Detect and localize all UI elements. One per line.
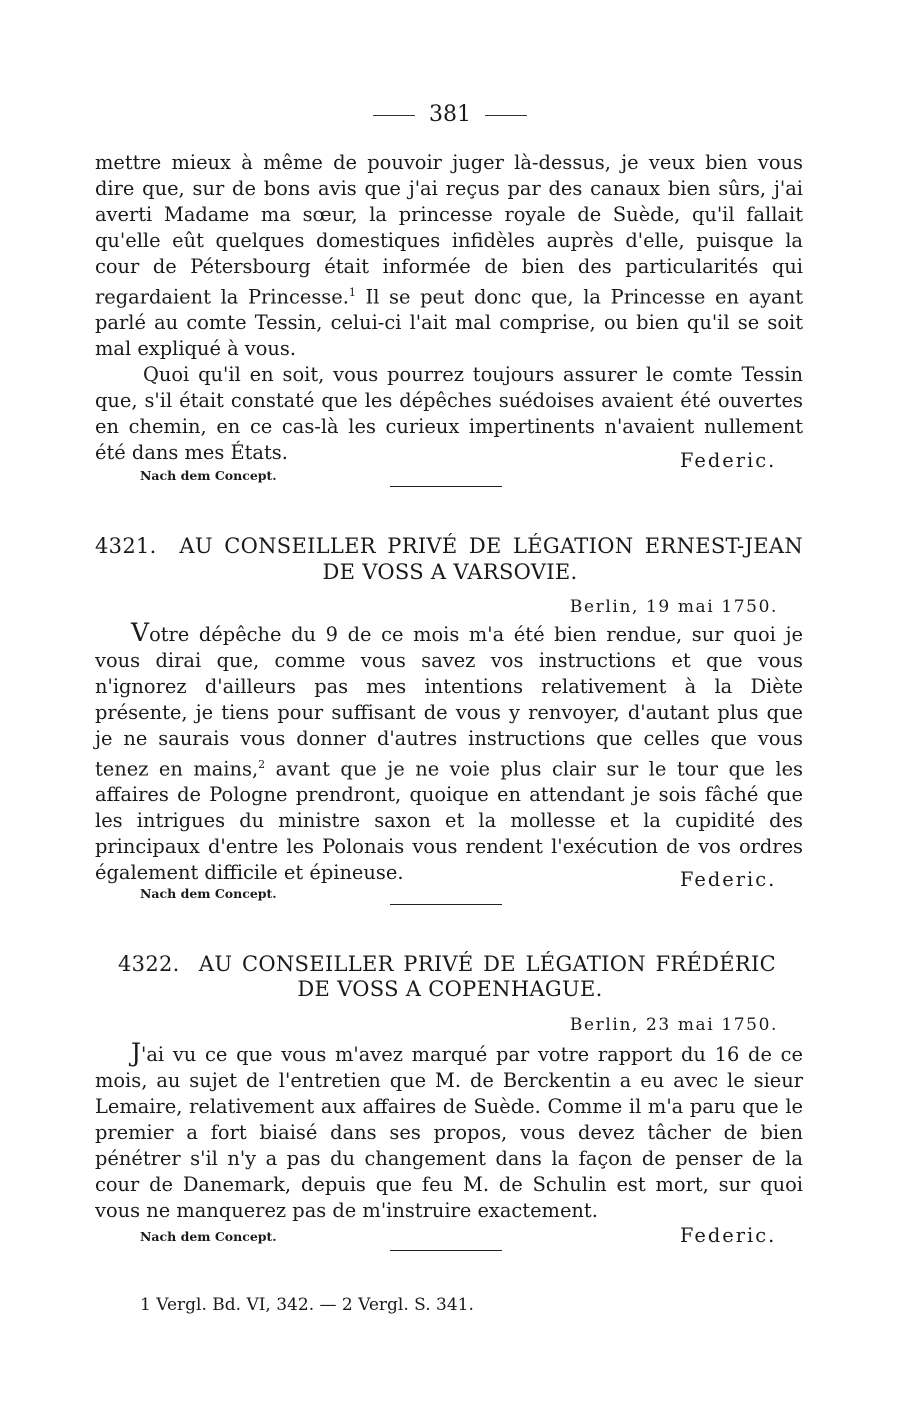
footnote-marker: 1 (348, 286, 356, 299)
paragraph (95, 620, 803, 886)
footnote-number: 2 (341, 1295, 353, 1315)
initial-letter: J (131, 1038, 142, 1067)
letter-heading (118, 951, 776, 977)
signature: Federic. (680, 868, 777, 891)
section-divider (390, 486, 502, 487)
page-number-line (0, 100, 900, 130)
letter-heading (95, 533, 803, 559)
paragraph (95, 150, 803, 362)
paragraph-text: avant que je ne voie plus clair sur le tour que les affaires de Pologne prendront, quoique en attendant je sois fâché que les intrigues du ministre saxon et la mollesse et la cupidité des principaux d'entre les Polonais vous rendent l'exécution de vos ordres également difficile et épineuse. (95, 757, 803, 885)
paragraph-text: 'ai vu ce que vous m'avez marqué par votre rapport du 16 de ce mois, au sujet de l'entretien que M. de Berckentin a eu avec le sieur Lemaire, relativement aux affaires de Suède. Comme il m'a paru que le premier a fort biaisé dans ses propos, vous devez tâcher de bien pénétrer s'il n'y a pas du changement dans la façon de penser de la cour de Danemark, depuis que feu M. de Schulin est mort, sur quoi vous ne manquerez pas de m'instruire exactement. (95, 1043, 803, 1222)
page-number: 381 (429, 102, 471, 127)
footnotes (140, 1292, 474, 1318)
heading-line: AU CONSEILLER PRIVÉ DE LÉGATION ERNEST-JEAN (179, 534, 803, 558)
letter-number: 4321. (95, 534, 157, 558)
source-note: Nach dem Concept. (140, 1229, 277, 1244)
footnote-marker: 2 (258, 758, 266, 771)
page-number-dash-left (373, 115, 415, 116)
dateline: Berlin, 19 mai 1750. (569, 597, 778, 617)
page-number-dash-right (485, 115, 527, 116)
heading-line: DE VOSS A VARSOVIE. (322, 560, 578, 584)
paragraph-text: mettre mieux à même de pouvoir juger là-dessus, je veux bien vous dire que, sur de bons avis que j'ai reçus par des canaux bien sûrs, j'ai averti Madame ma sœur, la princesse royale de Suède, qu'il fallait qu'elle eût quelques domestiques infidèles auprès d'elle, puisque la cour de Pétersbourg était informée de bien des particularités qui regardaient la Princesse. (95, 151, 803, 309)
letter-number: 4322. (118, 952, 180, 976)
paragraph: Quoi qu'il en soit, vous pourrez toujours assurer le comte Tessin que, s'il était constaté que les dépêches suédoises avaient été ouvertes en chemin, en ce cas-là les curieux impertinents n'avaient nullement été dans mes États. (95, 363, 803, 465)
letter-body (95, 620, 803, 886)
section-divider (390, 904, 502, 905)
heading-line: AU CONSEILLER PRIVÉ DE LÉGATION FRÉDÉRIC (198, 952, 777, 976)
letter-body (95, 1040, 803, 1224)
paragraph-text: otre dépêche du 9 de ce mois m'a été bien rendue, sur quoi je vous dirai que, comme vous savez vos instructions et que vous n'ignorez d'ailleurs pas mes intentions relativement à la Diète présente, je tiens pour suffisant de vous y renvoyer, d'autant plus que je ne saurais vous donner d'autres instructions que celles que vous tenez en mains, (95, 623, 803, 781)
signature: Federic. (680, 449, 777, 472)
heading-line: DE VOSS A COPENHAGUE. (297, 977, 603, 1001)
source-note: Nach dem Concept. (140, 886, 277, 901)
source-note: Nach dem Concept. (140, 468, 277, 483)
initial-letter: V (131, 618, 150, 647)
section-divider (390, 1250, 502, 1251)
dateline: Berlin, 23 mai 1750. (569, 1015, 778, 1035)
paragraph-text: Il se peut donc que, la Princesse en ayant parlé au comte Tessin, celui-ci l'ait mal comprise, ou bien qu'il se soit mal expliqué à vous. (95, 285, 803, 361)
footnote-text: Vergl. Bd. VI, 342. — (150, 1295, 342, 1315)
letter-continuation (95, 150, 803, 466)
paragraph (95, 1040, 803, 1224)
signature: Federic. (680, 1224, 777, 1247)
footnote-text: Vergl. S. 341. (352, 1295, 474, 1315)
footnote-number: 1 (140, 1295, 151, 1315)
